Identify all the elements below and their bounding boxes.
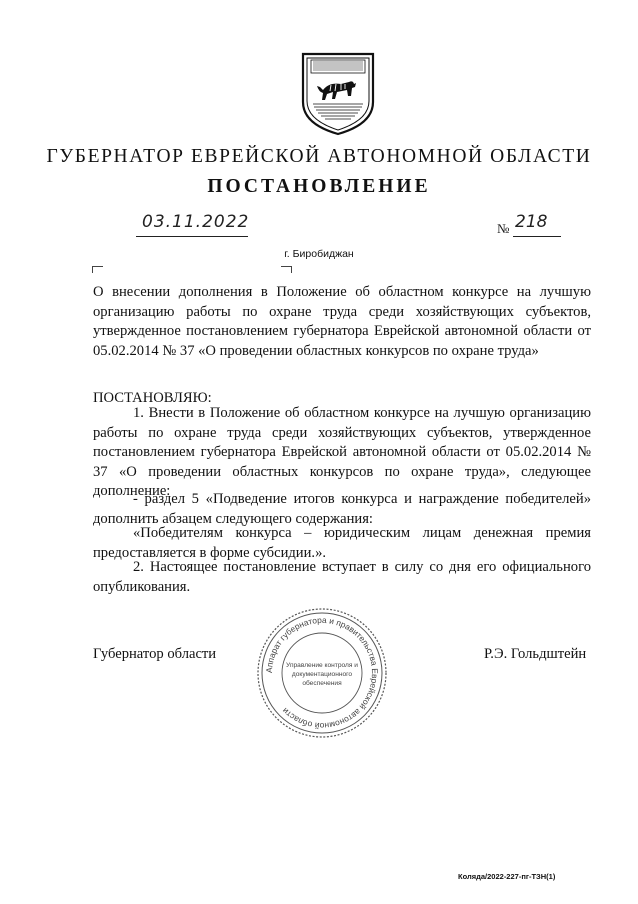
authority-title: ГУБЕРНАТОР ЕВРЕЙСКОЙ АВТОНОМНОЙ ОБЛАСТИ xyxy=(46,146,592,167)
footer-code: Коляда/2022-227-пг-ТЗН(1) xyxy=(458,872,556,881)
document-type-title: ПОСТАНОВЛЕНИЕ xyxy=(207,176,431,197)
stamp-center-line-1: Управление контроля и xyxy=(286,662,358,669)
item-1-dash-paragraph: - раздел 5 «Подведение итогов конкурса и награждение победителей» дополнить абзацем следующего содержания: xyxy=(93,491,591,527)
right-corner-mark xyxy=(281,266,292,273)
stamp-center-line-3: обеспечения xyxy=(302,680,342,687)
date-field xyxy=(136,214,248,237)
official-stamp xyxy=(254,605,390,741)
stamp-center-line-2: документационного xyxy=(291,671,353,678)
item-2-paragraph: 2. Настоящее постановление вступает в силу со дня его официального опубликования. xyxy=(93,559,591,595)
quote-paragraph: «Победителям конкурса – юридическим лицам денежная премия предоставляется в форме субсидии.». xyxy=(93,525,591,561)
item-1-paragraph: 1. Внести в Положение об областном конкурсе на лучшую организацию работы по охране труда среди хозяйствующих субъектов, утвержденное постановлением губернатора Еврейской автономной области от 05.02.2014 № 37 «О проведении областных конкурсов по охране труда», следующее дополнение: xyxy=(93,405,591,500)
signer-title: Губернатор области xyxy=(93,646,217,662)
signer-name: Р.Э. Гольдштейн xyxy=(484,646,587,662)
handwritten-number: 218 xyxy=(515,212,548,232)
coat-of-arms-icon xyxy=(299,50,377,136)
resolve-heading: ПОСТАНОВЛЯЮ: xyxy=(93,390,212,406)
stamp-ring-text: Аппарат губернатора и правительства Еврейской автономной области xyxy=(263,614,381,732)
left-corner-mark xyxy=(92,266,103,273)
number-field xyxy=(513,214,561,237)
number-label: № xyxy=(497,221,510,236)
city-label: г. Биробиджан xyxy=(284,248,354,260)
handwritten-date: 03.11.2022 xyxy=(142,212,250,232)
subject-paragraph: О внесении дополнения в Положение об областном конкурсе на лучшую организацию работы по охране труда среди хозяйствующих субъектов, утвержденное постановлением губернатора Еврейской автономной области от 05.02.2014 № 37 «О проведении областных конкурсов по охране труда» xyxy=(93,284,591,359)
